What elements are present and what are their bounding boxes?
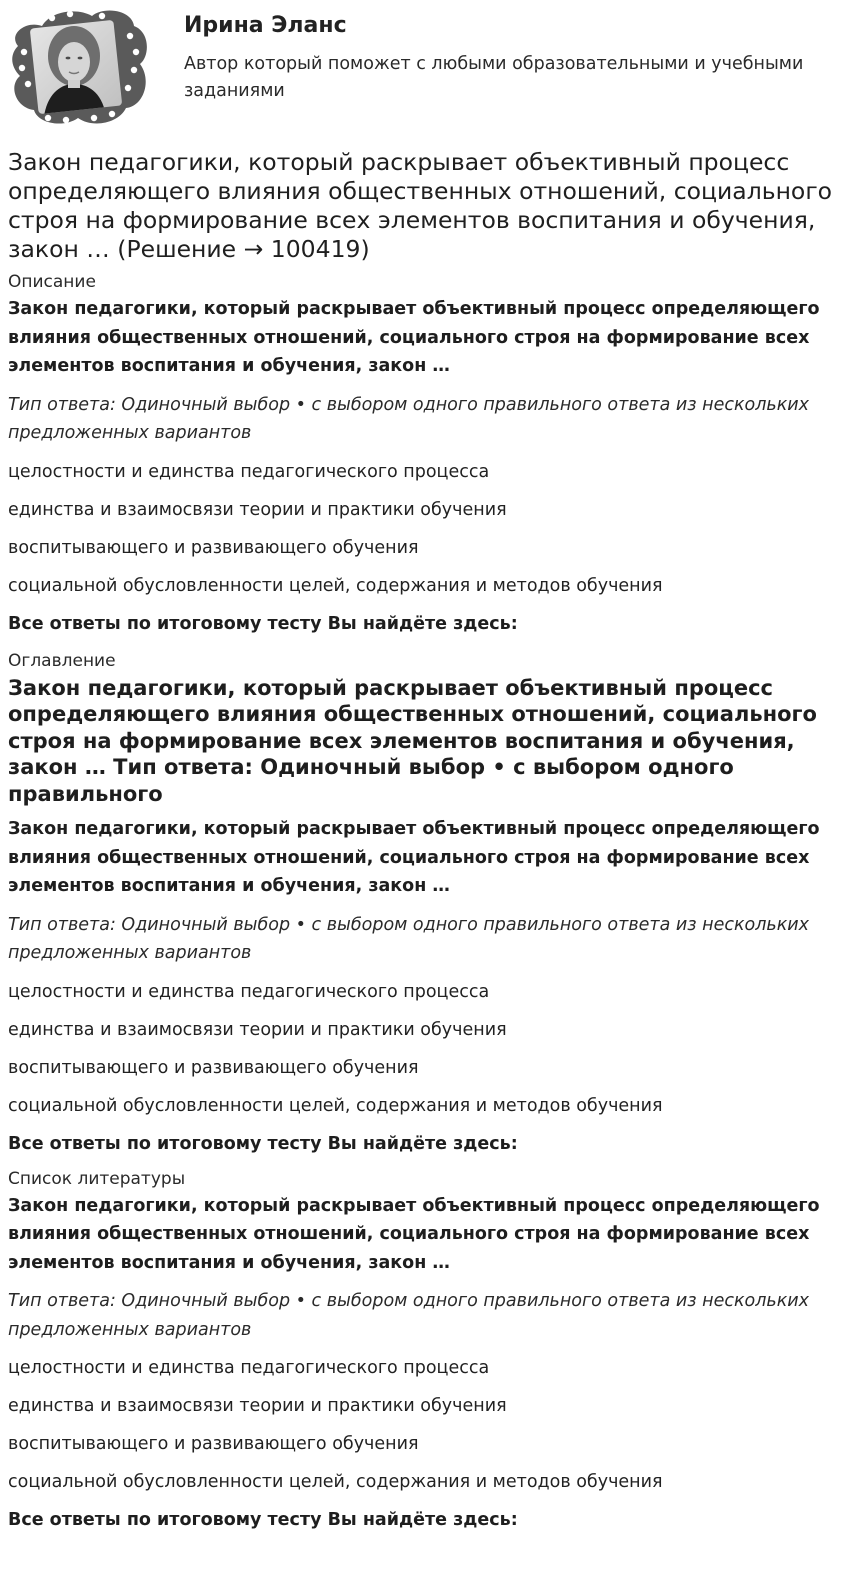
question-text: Закон педагогики, который раскрывает объективный процесс определяющего влияния общественных отношений, социального строя на формирование всех элементов воспитания и обучения, закон … — [8, 819, 820, 896]
toc-section — [8, 650, 838, 1158]
answer-option: воспитывающего и развивающего обучения — [8, 1434, 419, 1454]
answer-option: социальной обусловленности целей, содержания и методов обучения — [8, 1095, 663, 1116]
answer-type: Тип ответа: Одиночный выбор • с выбором одного правильного ответа из нескольких предложенных вариантов — [8, 914, 810, 963]
question-text: Закон педагогики, который раскрывает объективный процесс определяющего влияния общественных отношений, социального строя на формирование всех элементов воспитания и обучения, закон … — [8, 1195, 820, 1273]
answer-option: целостности и единства педагогического процесса — [8, 461, 490, 482]
section-label-toc: Оглавление — [8, 650, 116, 671]
author-name[interactable]: Ирина Эланс — [184, 13, 347, 38]
answer-option: единства и взаимосвязи теории и практики обучения — [8, 1019, 507, 1040]
answer-option: целостности и единства педагогического процесса — [8, 981, 490, 1002]
answer-option: единства и взаимосвязи теории и практики обучения — [8, 1396, 507, 1416]
answer-option: социальной обусловленности целей, содержания и методов обучения — [8, 1472, 663, 1492]
section-label-description: Описание — [8, 272, 96, 292]
description-section — [8, 271, 838, 638]
answer-option: социальной обусловленности целей, содержания и методов обучения — [8, 575, 663, 596]
page — [8, 0, 838, 1534]
literature-section — [8, 1168, 838, 1535]
answer-option: воспитывающего и развивающего обучения — [8, 537, 419, 558]
answer-option: единства и взаимосвязи теории и практики обучения — [8, 499, 507, 520]
all-answers-link-text: Все ответы по итоговому тесту Вы найдёте здесь: — [8, 1133, 518, 1154]
answer-type: Тип ответа: Одиночный выбор • с выбором одного правильного ответа из нескольких предложенных вариантов — [8, 394, 810, 443]
all-answers-link-text: Все ответы по итоговому тесту Вы найдёте здесь: — [8, 1510, 518, 1530]
answer-type: Тип ответа: Одиночный выбор • с выбором одного правильного ответа из нескольких предложенных вариантов — [8, 1291, 810, 1340]
question-text: Закон педагогики, который раскрывает объективный процесс определяющего влияния общественных отношений, социального строя на формирование всех элементов воспитания и обучения, закон … — [8, 299, 820, 376]
page-title: Закон педагогики, который раскрывает объективный процесс определяющего влияния общественных отношений, социального строя на формирование всех элементов воспитания и обучения, закон … (Решение → 100419) — [8, 148, 833, 263]
section-label-literature: Список литературы — [8, 1168, 186, 1189]
author-avatar[interactable] — [8, 6, 150, 126]
answer-option: воспитывающего и развивающего обучения — [8, 1057, 419, 1078]
toc-heading: Закон педагогики, который раскрывает объективный процесс определяющего влияния общественных отношений, социального строя на формирование всех элементов воспитания и обучения, закон … Тип ответа: Одиночный выбор • с выбором одного правильного — [8, 675, 817, 806]
answer-option: целостности и единства педагогического процесса — [8, 1358, 490, 1378]
all-answers-link-text: Все ответы по итоговому тесту Вы найдёте здесь: — [8, 613, 518, 634]
author-block — [8, 0, 838, 140]
author-description: Автор который поможет с любыми образовательными и учебными заданиями — [184, 54, 804, 101]
